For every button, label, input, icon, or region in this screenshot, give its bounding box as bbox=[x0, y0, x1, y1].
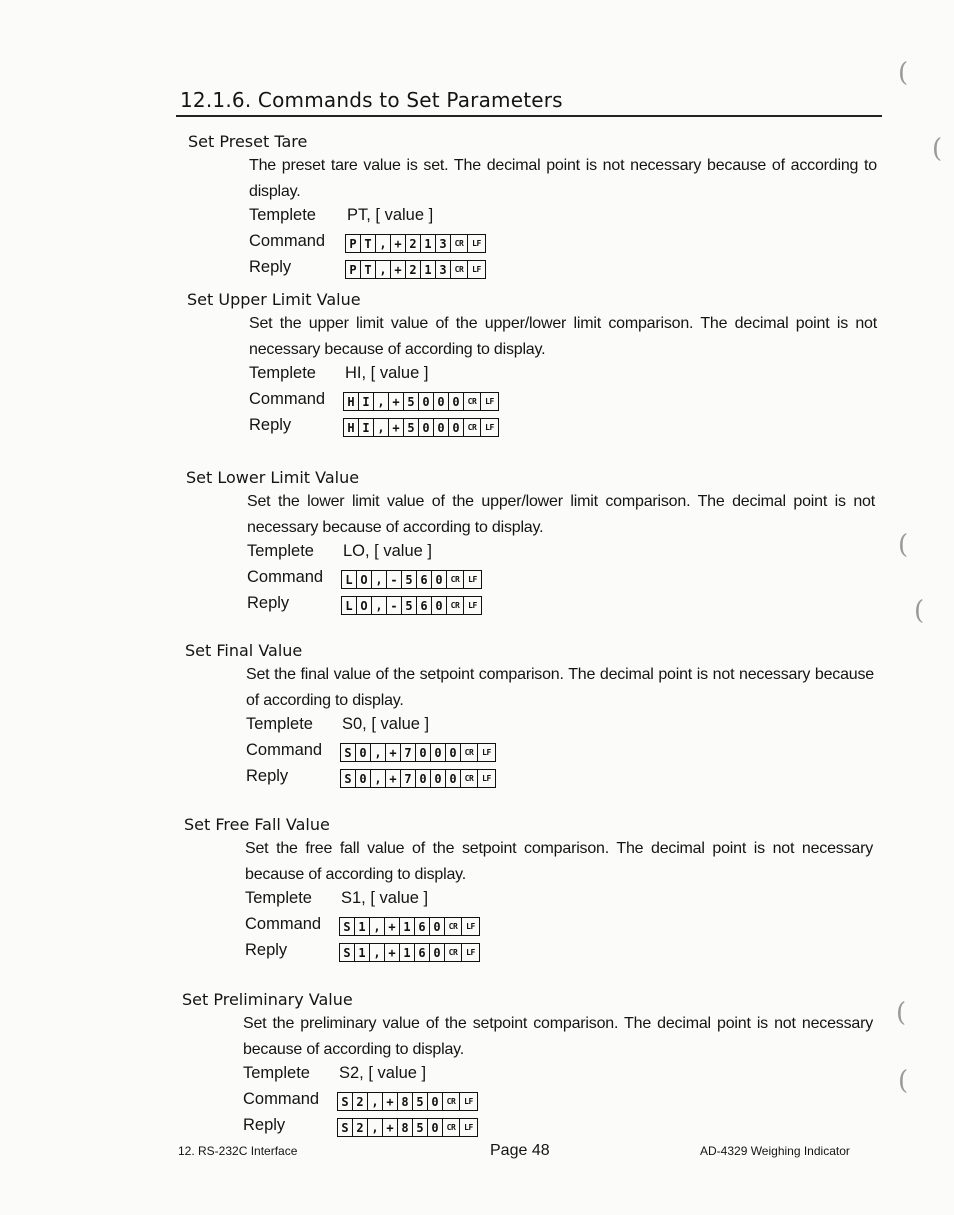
character-box: CR bbox=[461, 744, 478, 761]
title-divider bbox=[176, 115, 882, 117]
template-value: LO, [ value ] bbox=[343, 542, 432, 560]
character-box: LF bbox=[468, 575, 477, 584]
character-box: , bbox=[370, 944, 385, 961]
character-box: , bbox=[370, 918, 385, 935]
section-description: Set the upper limit value of the upper/lower limit comparison. The decimal point is not necessary because of according to display. bbox=[249, 315, 877, 358]
character-box: 5 bbox=[413, 1093, 428, 1110]
character-box: 0 bbox=[449, 393, 464, 410]
character-box: 5 bbox=[404, 419, 419, 436]
footer-product: AD-4329 Weighing Indicator bbox=[700, 1144, 850, 1158]
character-box: CR bbox=[443, 1119, 460, 1136]
command-character-boxes bbox=[339, 917, 480, 936]
command-character-boxes bbox=[343, 392, 499, 411]
character-box: 1 bbox=[355, 944, 370, 961]
section-description: Set the final value of the setpoint comparison. The decimal point is not necessary because of according to display. bbox=[246, 666, 874, 709]
character-box: L bbox=[342, 571, 357, 588]
command-label: Command bbox=[247, 568, 324, 586]
character-box: CR bbox=[447, 571, 464, 588]
character-box: LF bbox=[468, 601, 477, 610]
character-box: CR bbox=[461, 770, 478, 787]
character-box: + bbox=[385, 918, 400, 935]
character-box: 1 bbox=[421, 261, 436, 278]
section-description: Set the free fall value of the setpoint comparison. The decimal point is not necessary because of according to display. bbox=[245, 840, 873, 883]
character-box: 6 bbox=[417, 571, 432, 588]
character-box: CR bbox=[464, 393, 481, 410]
character-box: LF bbox=[464, 1097, 473, 1106]
binder-hole-mark: ( bbox=[898, 530, 909, 560]
section-heading: Set Preset Tare bbox=[188, 132, 308, 151]
character-box: S bbox=[341, 770, 356, 787]
command-character-boxes bbox=[341, 570, 482, 589]
reply-character-boxes bbox=[343, 418, 499, 437]
character-box: + bbox=[383, 1119, 398, 1136]
reply-character-boxes bbox=[345, 260, 486, 279]
command-character-boxes bbox=[340, 743, 496, 762]
character-box: 0 bbox=[432, 597, 447, 614]
character-box: CR bbox=[464, 419, 481, 436]
character-box: LF bbox=[466, 922, 475, 931]
binder-hole-mark: ( bbox=[898, 58, 909, 88]
character-box: T bbox=[361, 261, 376, 278]
character-box: , bbox=[371, 744, 386, 761]
character-box: CR bbox=[451, 261, 468, 278]
character-box: S bbox=[341, 744, 356, 761]
character-box: 1 bbox=[400, 944, 415, 961]
character-box: 8 bbox=[398, 1093, 413, 1110]
template-label: Templete bbox=[245, 889, 312, 907]
character-box: S bbox=[340, 918, 355, 935]
command-label: Command bbox=[245, 915, 322, 933]
command-character-boxes bbox=[345, 234, 486, 253]
character-box: 0 bbox=[428, 1119, 443, 1136]
section-heading: Set Upper Limit Value bbox=[187, 290, 361, 309]
character-box: LF bbox=[464, 1123, 473, 1132]
character-box: 0 bbox=[446, 744, 461, 761]
character-box: 2 bbox=[406, 235, 421, 252]
reply-label: Reply bbox=[249, 258, 292, 276]
section-description: Set the lower limit value of the upper/lower limit comparison. The decimal point is not necessary because of according to display. bbox=[247, 493, 875, 536]
character-box: - bbox=[387, 597, 402, 614]
reply-label: Reply bbox=[245, 941, 288, 959]
character-box: 5 bbox=[402, 597, 417, 614]
character-box: LF bbox=[485, 423, 494, 432]
character-box: 6 bbox=[415, 944, 430, 961]
character-box: 3 bbox=[436, 235, 451, 252]
character-box: 0 bbox=[449, 419, 464, 436]
footer-page-number: Page 48 bbox=[490, 1142, 550, 1159]
footer-chapter: 12. RS-232C Interface bbox=[178, 1144, 298, 1158]
character-box: LF bbox=[472, 239, 481, 248]
template-value: S0, [ value ] bbox=[342, 715, 430, 733]
reply-label: Reply bbox=[249, 416, 292, 434]
character-box: H bbox=[344, 393, 359, 410]
section-heading: Set Lower Limit Value bbox=[186, 468, 360, 487]
character-box: + bbox=[386, 770, 401, 787]
reply-label: Reply bbox=[247, 594, 290, 612]
character-box: 0 bbox=[419, 393, 434, 410]
character-box: 0 bbox=[431, 744, 446, 761]
character-box: + bbox=[385, 944, 400, 961]
character-box: , bbox=[372, 597, 387, 614]
character-box: LF bbox=[482, 774, 491, 783]
character-box: 0 bbox=[431, 770, 446, 787]
command-label: Command bbox=[246, 741, 323, 759]
character-box: I bbox=[359, 419, 374, 436]
character-box: 0 bbox=[428, 1093, 443, 1110]
template-label: Templete bbox=[249, 206, 316, 224]
command-character-boxes bbox=[337, 1092, 478, 1111]
character-box: , bbox=[376, 261, 391, 278]
character-box: 7 bbox=[401, 744, 416, 761]
character-box: 2 bbox=[353, 1093, 368, 1110]
character-box: S bbox=[340, 944, 355, 961]
character-box: 1 bbox=[355, 918, 370, 935]
character-box: 5 bbox=[413, 1119, 428, 1136]
character-box: , bbox=[374, 393, 389, 410]
character-box: , bbox=[368, 1119, 383, 1136]
character-box: O bbox=[357, 571, 372, 588]
character-box: CR bbox=[447, 597, 464, 614]
character-box: 5 bbox=[404, 393, 419, 410]
template-label: Templete bbox=[249, 364, 316, 382]
character-box: LF bbox=[466, 948, 475, 957]
character-box: 7 bbox=[401, 770, 416, 787]
command-label: Command bbox=[249, 232, 326, 250]
character-box: , bbox=[372, 571, 387, 588]
section-heading: Set Preliminary Value bbox=[182, 990, 353, 1009]
section-description: Set the preliminary value of the setpoint comparison. The decimal point is not necessary because of according to display. bbox=[243, 1015, 873, 1058]
character-box: LF bbox=[482, 748, 491, 757]
character-box: - bbox=[387, 571, 402, 588]
character-box: + bbox=[383, 1093, 398, 1110]
template-label: Templete bbox=[243, 1064, 310, 1082]
character-box: CR bbox=[445, 944, 462, 961]
character-box: LF bbox=[472, 265, 481, 274]
character-box: , bbox=[376, 235, 391, 252]
reply-character-boxes bbox=[337, 1118, 478, 1137]
character-box: 6 bbox=[417, 597, 432, 614]
binder-hole-mark: ( bbox=[896, 998, 907, 1028]
reply-character-boxes bbox=[341, 596, 482, 615]
character-box: S bbox=[338, 1093, 353, 1110]
template-value: S2, [ value ] bbox=[339, 1064, 427, 1082]
character-box: 0 bbox=[434, 419, 449, 436]
character-box: 6 bbox=[415, 918, 430, 935]
page-title: 12.1.6. Commands to Set Parameters bbox=[180, 88, 563, 112]
character-box: + bbox=[391, 235, 406, 252]
character-box: S bbox=[338, 1119, 353, 1136]
character-box: CR bbox=[445, 918, 462, 935]
character-box: CR bbox=[443, 1093, 460, 1110]
template-label: Templete bbox=[246, 715, 313, 733]
character-box: 2 bbox=[406, 261, 421, 278]
character-box: 0 bbox=[434, 393, 449, 410]
character-box: 0 bbox=[446, 770, 461, 787]
command-label: Command bbox=[249, 390, 326, 408]
character-box: 0 bbox=[356, 770, 371, 787]
character-box: + bbox=[386, 744, 401, 761]
character-box: P bbox=[346, 261, 361, 278]
character-box: , bbox=[371, 770, 386, 787]
character-box: 0 bbox=[416, 744, 431, 761]
character-box: 8 bbox=[398, 1119, 413, 1136]
command-label: Command bbox=[243, 1090, 320, 1108]
character-box: 0 bbox=[356, 744, 371, 761]
reply-character-boxes bbox=[339, 943, 480, 962]
template-value: HI, [ value ] bbox=[345, 364, 429, 382]
reply-label: Reply bbox=[243, 1116, 286, 1134]
section-heading: Set Final Value bbox=[185, 641, 303, 660]
character-box: + bbox=[389, 419, 404, 436]
character-box: + bbox=[389, 393, 404, 410]
character-box: T bbox=[361, 235, 376, 252]
section-description: The preset tare value is set. The decimal point is not necessary because of according to display. bbox=[249, 157, 877, 200]
binder-hole-mark: ( bbox=[914, 596, 925, 626]
character-box: P bbox=[346, 235, 361, 252]
character-box: 5 bbox=[402, 571, 417, 588]
template-value: S1, [ value ] bbox=[341, 889, 429, 907]
reply-character-boxes bbox=[340, 769, 496, 788]
character-box: CR bbox=[451, 235, 468, 252]
character-box: , bbox=[374, 419, 389, 436]
binder-hole-mark: ( bbox=[932, 134, 943, 164]
template-value: PT, [ value ] bbox=[347, 206, 434, 224]
character-box: 0 bbox=[416, 770, 431, 787]
character-box: LF bbox=[485, 397, 494, 406]
character-box: 3 bbox=[436, 261, 451, 278]
binder-hole-mark: ( bbox=[898, 1066, 909, 1096]
character-box: H bbox=[344, 419, 359, 436]
character-box: , bbox=[368, 1093, 383, 1110]
character-box: + bbox=[391, 261, 406, 278]
section-heading: Set Free Fall Value bbox=[184, 815, 330, 834]
character-box: 0 bbox=[419, 419, 434, 436]
character-box: 1 bbox=[421, 235, 436, 252]
character-box: I bbox=[359, 393, 374, 410]
character-box: 0 bbox=[430, 944, 445, 961]
character-box: L bbox=[342, 597, 357, 614]
character-box: 0 bbox=[430, 918, 445, 935]
template-label: Templete bbox=[247, 542, 314, 560]
reply-label: Reply bbox=[246, 767, 289, 785]
character-box: O bbox=[357, 597, 372, 614]
character-box: 2 bbox=[353, 1119, 368, 1136]
character-box: 1 bbox=[400, 918, 415, 935]
character-box: 0 bbox=[432, 571, 447, 588]
